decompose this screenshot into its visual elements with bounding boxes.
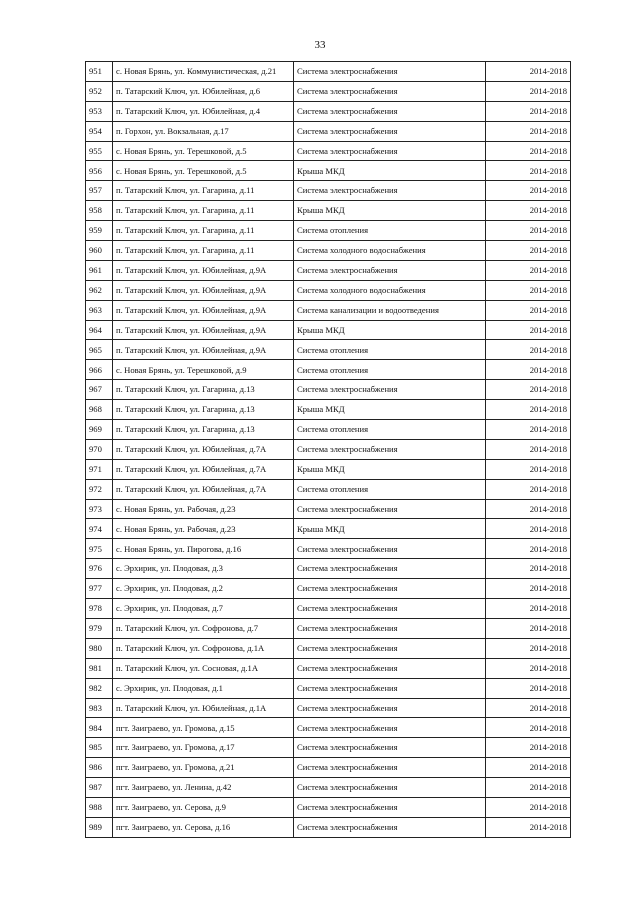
table-row [86, 420, 571, 440]
years-cell: 2014-2018 [486, 141, 571, 161]
years-cell: 2014-2018 [486, 439, 571, 459]
system-cell: Система электроснабжения [294, 559, 486, 579]
years-cell: 2014-2018 [486, 778, 571, 798]
table-row [86, 459, 571, 479]
row-number-cell: 975 [86, 539, 113, 559]
address-cell: пгт. Заиграево, ул. Громова, д.15 [113, 718, 294, 738]
table-row [86, 539, 571, 559]
table-row [86, 161, 571, 181]
row-number-cell: 960 [86, 241, 113, 261]
address-cell: п. Татарский Ключ, ул. Юбилейная, д.9А [113, 320, 294, 340]
row-number-cell: 976 [86, 559, 113, 579]
system-cell: Крыша МКД [294, 459, 486, 479]
system-cell: Система электроснабжения [294, 599, 486, 619]
years-cell: 2014-2018 [486, 758, 571, 778]
years-cell: 2014-2018 [486, 698, 571, 718]
system-cell: Крыша МКД [294, 320, 486, 340]
row-number-cell: 954 [86, 121, 113, 141]
row-number-cell: 983 [86, 698, 113, 718]
address-cell: п. Татарский Ключ, ул. Софронова, д.7 [113, 618, 294, 638]
address-cell: п. Татарский Ключ, ул. Юбилейная, д.9А [113, 300, 294, 320]
table-row [86, 638, 571, 658]
address-cell: п. Татарский Ключ, ул. Юбилейная, д.7А [113, 459, 294, 479]
table-row [86, 519, 571, 539]
system-cell: Система электроснабжения [294, 81, 486, 101]
table-row [86, 380, 571, 400]
row-number-cell: 981 [86, 658, 113, 678]
table-row [86, 280, 571, 300]
row-number-cell: 989 [86, 817, 113, 837]
row-number-cell: 969 [86, 420, 113, 440]
address-cell: п. Татарский Ключ, ул. Гагарина, д.11 [113, 221, 294, 241]
years-cell: 2014-2018 [486, 519, 571, 539]
system-cell: Система отопления [294, 340, 486, 360]
system-cell: Система электроснабжения [294, 778, 486, 798]
address-cell: п. Татарский Ключ, ул. Гагарина, д.13 [113, 380, 294, 400]
years-cell: 2014-2018 [486, 260, 571, 280]
row-number-cell: 977 [86, 579, 113, 599]
system-cell: Система электроснабжения [294, 738, 486, 758]
address-cell: п. Татарский Ключ, ул. Юбилейная, д.1А [113, 698, 294, 718]
row-number-cell: 978 [86, 599, 113, 619]
years-cell: 2014-2018 [486, 618, 571, 638]
table-row [86, 260, 571, 280]
address-cell: пгт. Заиграево, ул. Громова, д.17 [113, 738, 294, 758]
row-number-cell: 959 [86, 221, 113, 241]
years-cell: 2014-2018 [486, 181, 571, 201]
row-number-cell: 957 [86, 181, 113, 201]
table-row [86, 499, 571, 519]
system-cell: Система электроснабжения [294, 380, 486, 400]
table-row [86, 221, 571, 241]
table-row [86, 738, 571, 758]
address-cell: п. Татарский Ключ, ул. Гагарина, д.11 [113, 181, 294, 201]
address-cell: с. Эрхирик, ул. Плодовая, д.7 [113, 599, 294, 619]
row-number-cell: 980 [86, 638, 113, 658]
address-cell: п. Татарский Ключ, ул. Юбилейная, д.9А [113, 280, 294, 300]
years-cell: 2014-2018 [486, 559, 571, 579]
table-row [86, 559, 571, 579]
years-cell: 2014-2018 [486, 400, 571, 420]
years-cell: 2014-2018 [486, 658, 571, 678]
row-number-cell: 979 [86, 618, 113, 638]
table-row [86, 758, 571, 778]
system-cell: Система электроснабжения [294, 260, 486, 280]
table-row [86, 101, 571, 121]
row-number-cell: 967 [86, 380, 113, 400]
system-cell: Система электроснабжения [294, 141, 486, 161]
system-cell: Система отопления [294, 360, 486, 380]
system-cell: Система электроснабжения [294, 698, 486, 718]
table-row [86, 658, 571, 678]
system-cell: Система электроснабжения [294, 579, 486, 599]
system-cell: Система отопления [294, 420, 486, 440]
address-cell: п. Татарский Ключ, ул. Гагарина, д.13 [113, 420, 294, 440]
years-cell: 2014-2018 [486, 81, 571, 101]
row-number-cell: 958 [86, 201, 113, 221]
years-cell: 2014-2018 [486, 241, 571, 261]
table-row [86, 340, 571, 360]
address-cell: пгт. Заиграево, ул. Серова, д.9 [113, 797, 294, 817]
system-cell: Система электроснабжения [294, 638, 486, 658]
years-cell: 2014-2018 [486, 499, 571, 519]
years-cell: 2014-2018 [486, 678, 571, 698]
table-row [86, 479, 571, 499]
years-cell: 2014-2018 [486, 539, 571, 559]
years-cell: 2014-2018 [486, 718, 571, 738]
address-cell: с. Эрхирик, ул. Плодовая, д.3 [113, 559, 294, 579]
years-cell: 2014-2018 [486, 121, 571, 141]
address-cell: п. Татарский Ключ, ул. Сосновая, д.1А [113, 658, 294, 678]
row-number-cell: 973 [86, 499, 113, 519]
years-cell: 2014-2018 [486, 599, 571, 619]
table-row [86, 678, 571, 698]
row-number-cell: 965 [86, 340, 113, 360]
system-cell: Система холодного водоснабжения [294, 241, 486, 261]
years-cell: 2014-2018 [486, 280, 571, 300]
address-cell: с. Эрхирик, ул. Плодовая, д.1 [113, 678, 294, 698]
page-number: 33 [314, 39, 326, 51]
table-row [86, 141, 571, 161]
address-cell: п. Татарский Ключ, ул. Юбилейная, д.6 [113, 81, 294, 101]
row-number-cell: 963 [86, 300, 113, 320]
years-cell: 2014-2018 [486, 221, 571, 241]
years-cell: 2014-2018 [486, 459, 571, 479]
row-number-cell: 968 [86, 400, 113, 420]
address-cell: с. Новая Брянь, ул. Рабочая, д.23 [113, 499, 294, 519]
table-row [86, 599, 571, 619]
system-cell: Система электроснабжения [294, 439, 486, 459]
table-row [86, 241, 571, 261]
address-cell: п. Татарский Ключ, ул. Юбилейная, д.9А [113, 340, 294, 360]
system-cell: Система электроснабжения [294, 817, 486, 837]
system-cell: Система электроснабжения [294, 499, 486, 519]
address-cell: с. Новая Брянь, ул. Терешковой, д.5 [113, 141, 294, 161]
row-number-cell: 966 [86, 360, 113, 380]
years-cell: 2014-2018 [486, 479, 571, 499]
system-cell: Система электроснабжения [294, 618, 486, 638]
system-cell: Система электроснабжения [294, 539, 486, 559]
table-row [86, 201, 571, 221]
row-number-cell: 961 [86, 260, 113, 280]
row-number-cell: 956 [86, 161, 113, 181]
row-number-cell: 962 [86, 280, 113, 300]
address-cell: п. Татарский Ключ, ул. Софронова, д.1А [113, 638, 294, 658]
row-number-cell: 953 [86, 101, 113, 121]
row-number-cell: 972 [86, 479, 113, 499]
address-cell: п. Татарский Ключ, ул. Юбилейная, д.7А [113, 439, 294, 459]
years-cell: 2014-2018 [486, 62, 571, 82]
years-cell: 2014-2018 [486, 161, 571, 181]
row-number-cell: 987 [86, 778, 113, 798]
system-cell: Система электроснабжения [294, 718, 486, 738]
years-cell: 2014-2018 [486, 300, 571, 320]
years-cell: 2014-2018 [486, 579, 571, 599]
system-cell: Система электроснабжения [294, 658, 486, 678]
years-cell: 2014-2018 [486, 738, 571, 758]
row-number-cell: 984 [86, 718, 113, 738]
row-number-cell: 964 [86, 320, 113, 340]
system-cell: Система электроснабжения [294, 758, 486, 778]
years-cell: 2014-2018 [486, 201, 571, 221]
row-number-cell: 971 [86, 459, 113, 479]
address-cell: с. Новая Брянь, ул. Пирогова, д.16 [113, 539, 294, 559]
address-cell: п. Татарский Ключ, ул. Юбилейная, д.9А [113, 260, 294, 280]
years-cell: 2014-2018 [486, 638, 571, 658]
system-cell: Система канализации и водоотведения [294, 300, 486, 320]
table-row [86, 320, 571, 340]
table-row [86, 300, 571, 320]
table-row [86, 718, 571, 738]
address-cell: п. Татарский Ключ, ул. Гагарина, д.13 [113, 400, 294, 420]
row-number-cell: 974 [86, 519, 113, 539]
table-row [86, 121, 571, 141]
address-cell: пгт. Заиграево, ул. Ленина, д.42 [113, 778, 294, 798]
address-cell: с. Новая Брянь, ул. Рабочая, д.23 [113, 519, 294, 539]
years-cell: 2014-2018 [486, 380, 571, 400]
years-cell: 2014-2018 [486, 817, 571, 837]
address-cell: с. Новая Брянь, ул. Терешковой, д.9 [113, 360, 294, 380]
registry-table-body [86, 62, 571, 838]
address-cell: с. Новая Брянь, ул. Коммунистическая, д.21 [113, 62, 294, 82]
table-row [86, 778, 571, 798]
row-number-cell: 982 [86, 678, 113, 698]
table-row [86, 698, 571, 718]
table-row [86, 62, 571, 82]
row-number-cell: 955 [86, 141, 113, 161]
system-cell: Система электроснабжения [294, 62, 486, 82]
years-cell: 2014-2018 [486, 797, 571, 817]
system-cell: Крыша МКД [294, 519, 486, 539]
system-cell: Крыша МКД [294, 161, 486, 181]
years-cell: 2014-2018 [486, 420, 571, 440]
table-row [86, 400, 571, 420]
address-cell: п. Татарский Ключ, ул. Юбилейная, д.4 [113, 101, 294, 121]
table-row [86, 439, 571, 459]
table-row [86, 817, 571, 837]
system-cell: Система холодного водоснабжения [294, 280, 486, 300]
table-row [86, 181, 571, 201]
table-row [86, 797, 571, 817]
years-cell: 2014-2018 [486, 320, 571, 340]
system-cell: Система электроснабжения [294, 678, 486, 698]
row-number-cell: 985 [86, 738, 113, 758]
table-row [86, 618, 571, 638]
address-cell: п. Горхон, ул. Вокзальная, д.17 [113, 121, 294, 141]
system-cell: Система электроснабжения [294, 797, 486, 817]
system-cell: Система электроснабжения [294, 101, 486, 121]
system-cell: Система электроснабжения [294, 181, 486, 201]
row-number-cell: 952 [86, 81, 113, 101]
table-row [86, 81, 571, 101]
table-row [86, 579, 571, 599]
address-cell: пгт. Заиграево, ул. Громова, д.21 [113, 758, 294, 778]
registry-table [85, 61, 571, 838]
years-cell: 2014-2018 [486, 360, 571, 380]
row-number-cell: 951 [86, 62, 113, 82]
address-cell: п. Татарский Ключ, ул. Гагарина, д.11 [113, 201, 294, 221]
years-cell: 2014-2018 [486, 340, 571, 360]
address-cell: п. Татарский Ключ, ул. Гагарина, д.11 [113, 241, 294, 261]
system-cell: Крыша МКД [294, 400, 486, 420]
years-cell: 2014-2018 [486, 101, 571, 121]
row-number-cell: 970 [86, 439, 113, 459]
system-cell: Крыша МКД [294, 201, 486, 221]
system-cell: Система отопления [294, 479, 486, 499]
address-cell: с. Новая Брянь, ул. Терешковой, д.5 [113, 161, 294, 181]
address-cell: пгт. Заиграево, ул. Серова, д.16 [113, 817, 294, 837]
row-number-cell: 986 [86, 758, 113, 778]
table-row [86, 360, 571, 380]
address-cell: с. Эрхирик, ул. Плодовая, д.2 [113, 579, 294, 599]
system-cell: Система электроснабжения [294, 121, 486, 141]
system-cell: Система отопления [294, 221, 486, 241]
row-number-cell: 988 [86, 797, 113, 817]
address-cell: п. Татарский Ключ, ул. Юбилейная, д.7А [113, 479, 294, 499]
